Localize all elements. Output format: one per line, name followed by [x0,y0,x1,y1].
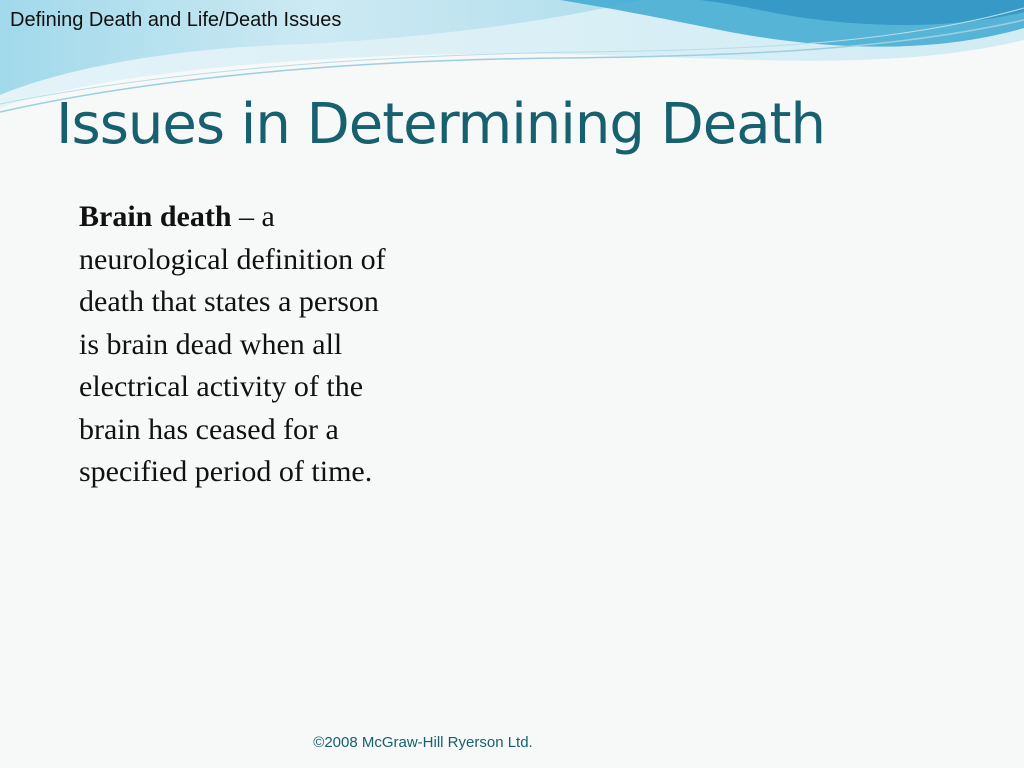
brain-death-definition: – a neurological definition of death that states a person is brain dead when all electrical activity of the brain has ceased for a specified period of time. [79,200,386,488]
slide-header: Defining Death and Life/Death Issues [10,9,342,31]
copyright-footer: ©2008 McGraw-Hill Ryerson Ltd. [313,734,533,751]
slide-title: Issues in Determining Death [56,92,826,157]
slide-body-text [79,196,389,494]
brain-death-term: Brain death [79,200,232,233]
